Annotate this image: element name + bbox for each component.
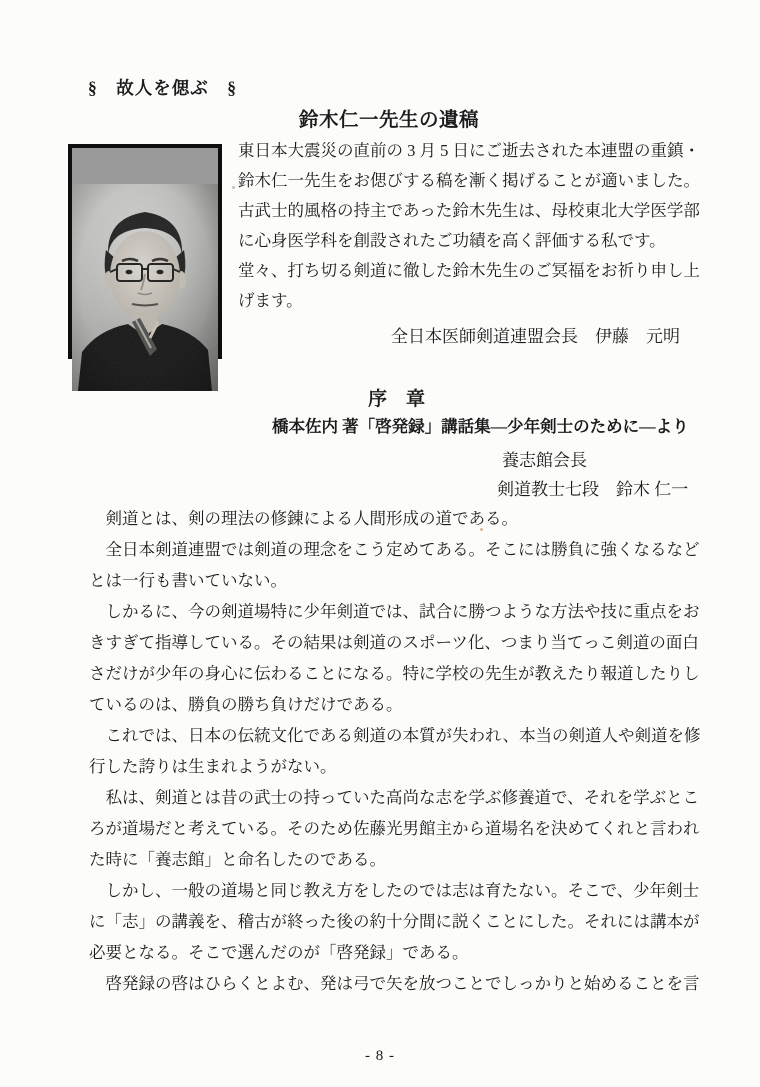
memorial-line: 東日本大震災の直前の 3 月 5 日にご逝去された本連盟の重鎮・ — [238, 141, 700, 160]
body-line: 全日本剣道連盟では剣道の理念をこう定めてある。そこには勝負に強くなるなど — [89, 540, 700, 559]
body-line: ろが道場だと考えている。そのため佐藤光男館主から道場名を決めてくれと言われ — [89, 819, 700, 838]
memorial-line: 堂々、打ち切る剣道に徹した鈴木先生のご冥福をお祈り申し上 — [238, 261, 700, 280]
body-line: 私は、剣道とは昔の武士の持っていた高尚な志を学ぶ修養道で、それを学ぶとこ — [89, 788, 700, 807]
portrait-illustration — [72, 184, 218, 391]
body-line: ているのは、勝負の勝ち負けだけである。 — [89, 695, 403, 714]
body-line: さだけが少年の身心に伝わることになる。特に学校の先生が教えたり報道したりし — [89, 664, 700, 683]
signature-line: 全日本医師剣道連盟会長 伊藤 元明 — [391, 327, 680, 346]
memorial-line: 鈴木仁一先生をお偲びする稿を漸く掲げることが適いました。 — [238, 171, 700, 190]
preface-heading: 序 章 — [368, 389, 426, 410]
page-number: - 8 - — [365, 1048, 395, 1064]
body-line: に「志」の講義を、稽古が終った後の約十分間に説くことにした。それには講本が — [89, 912, 700, 931]
byline-name: 剣道教士七段 鈴木 仁一 — [497, 480, 689, 499]
body-line: きすぎて指導している。その結果は剣道のスポーツ化、つまり当てっこ剣道の面白 — [89, 633, 699, 652]
body-line: しかるに、今の剣道場特に少年剣道では、試合に勝つような方法や技に重点をお — [89, 602, 700, 621]
body-line: これでは、日本の伝統文化である剣道の本質が失われ、本当の剣道人や剣道を修 — [89, 726, 701, 745]
memorial-line: 古武士的風格の持主であった鈴木先生は、母校東北大学医学部 — [238, 201, 700, 220]
memorial-paragraph — [238, 136, 700, 316]
body-line: 必要となる。そこで選んだのが「啓発録」である。 — [89, 943, 469, 962]
body-line: 啓発録の啓はひらくとよむ、発は弓で矢を放つことでしっかりと始めることを言 — [89, 974, 700, 993]
preface-body — [89, 503, 701, 999]
body-line: とは一行も書いていない。 — [89, 571, 287, 590]
body-line: 剣道とは、剣の理法の修錬による人間形成の道である。 — [89, 509, 518, 528]
body-line: 行した誇りは生まれようがない。 — [89, 757, 337, 776]
byline-title: 養志館会長 — [502, 451, 587, 470]
scan-speck — [480, 528, 483, 531]
scan-speck — [232, 186, 235, 189]
page-title: 鈴木仁一先生の遺稿 — [299, 110, 480, 131]
memorial-line: に心身医学科を創設されたご功績を高く評価する私です。 — [238, 231, 666, 250]
memorial-line: げます。 — [238, 291, 303, 310]
body-line: た時に「養志館」と命名したのである。 — [89, 850, 386, 869]
portrait-photo — [68, 144, 222, 359]
section-heading: § 故人を偲ぶ § — [88, 78, 237, 98]
body-line: しかし、一般の道場と同じ教え方をしたのでは志は育たない。そこで、少年剣士 — [89, 881, 700, 900]
preface-source-line: 橋本佐内 著「啓発録」講話集―少年剣士のために―より — [272, 417, 689, 436]
